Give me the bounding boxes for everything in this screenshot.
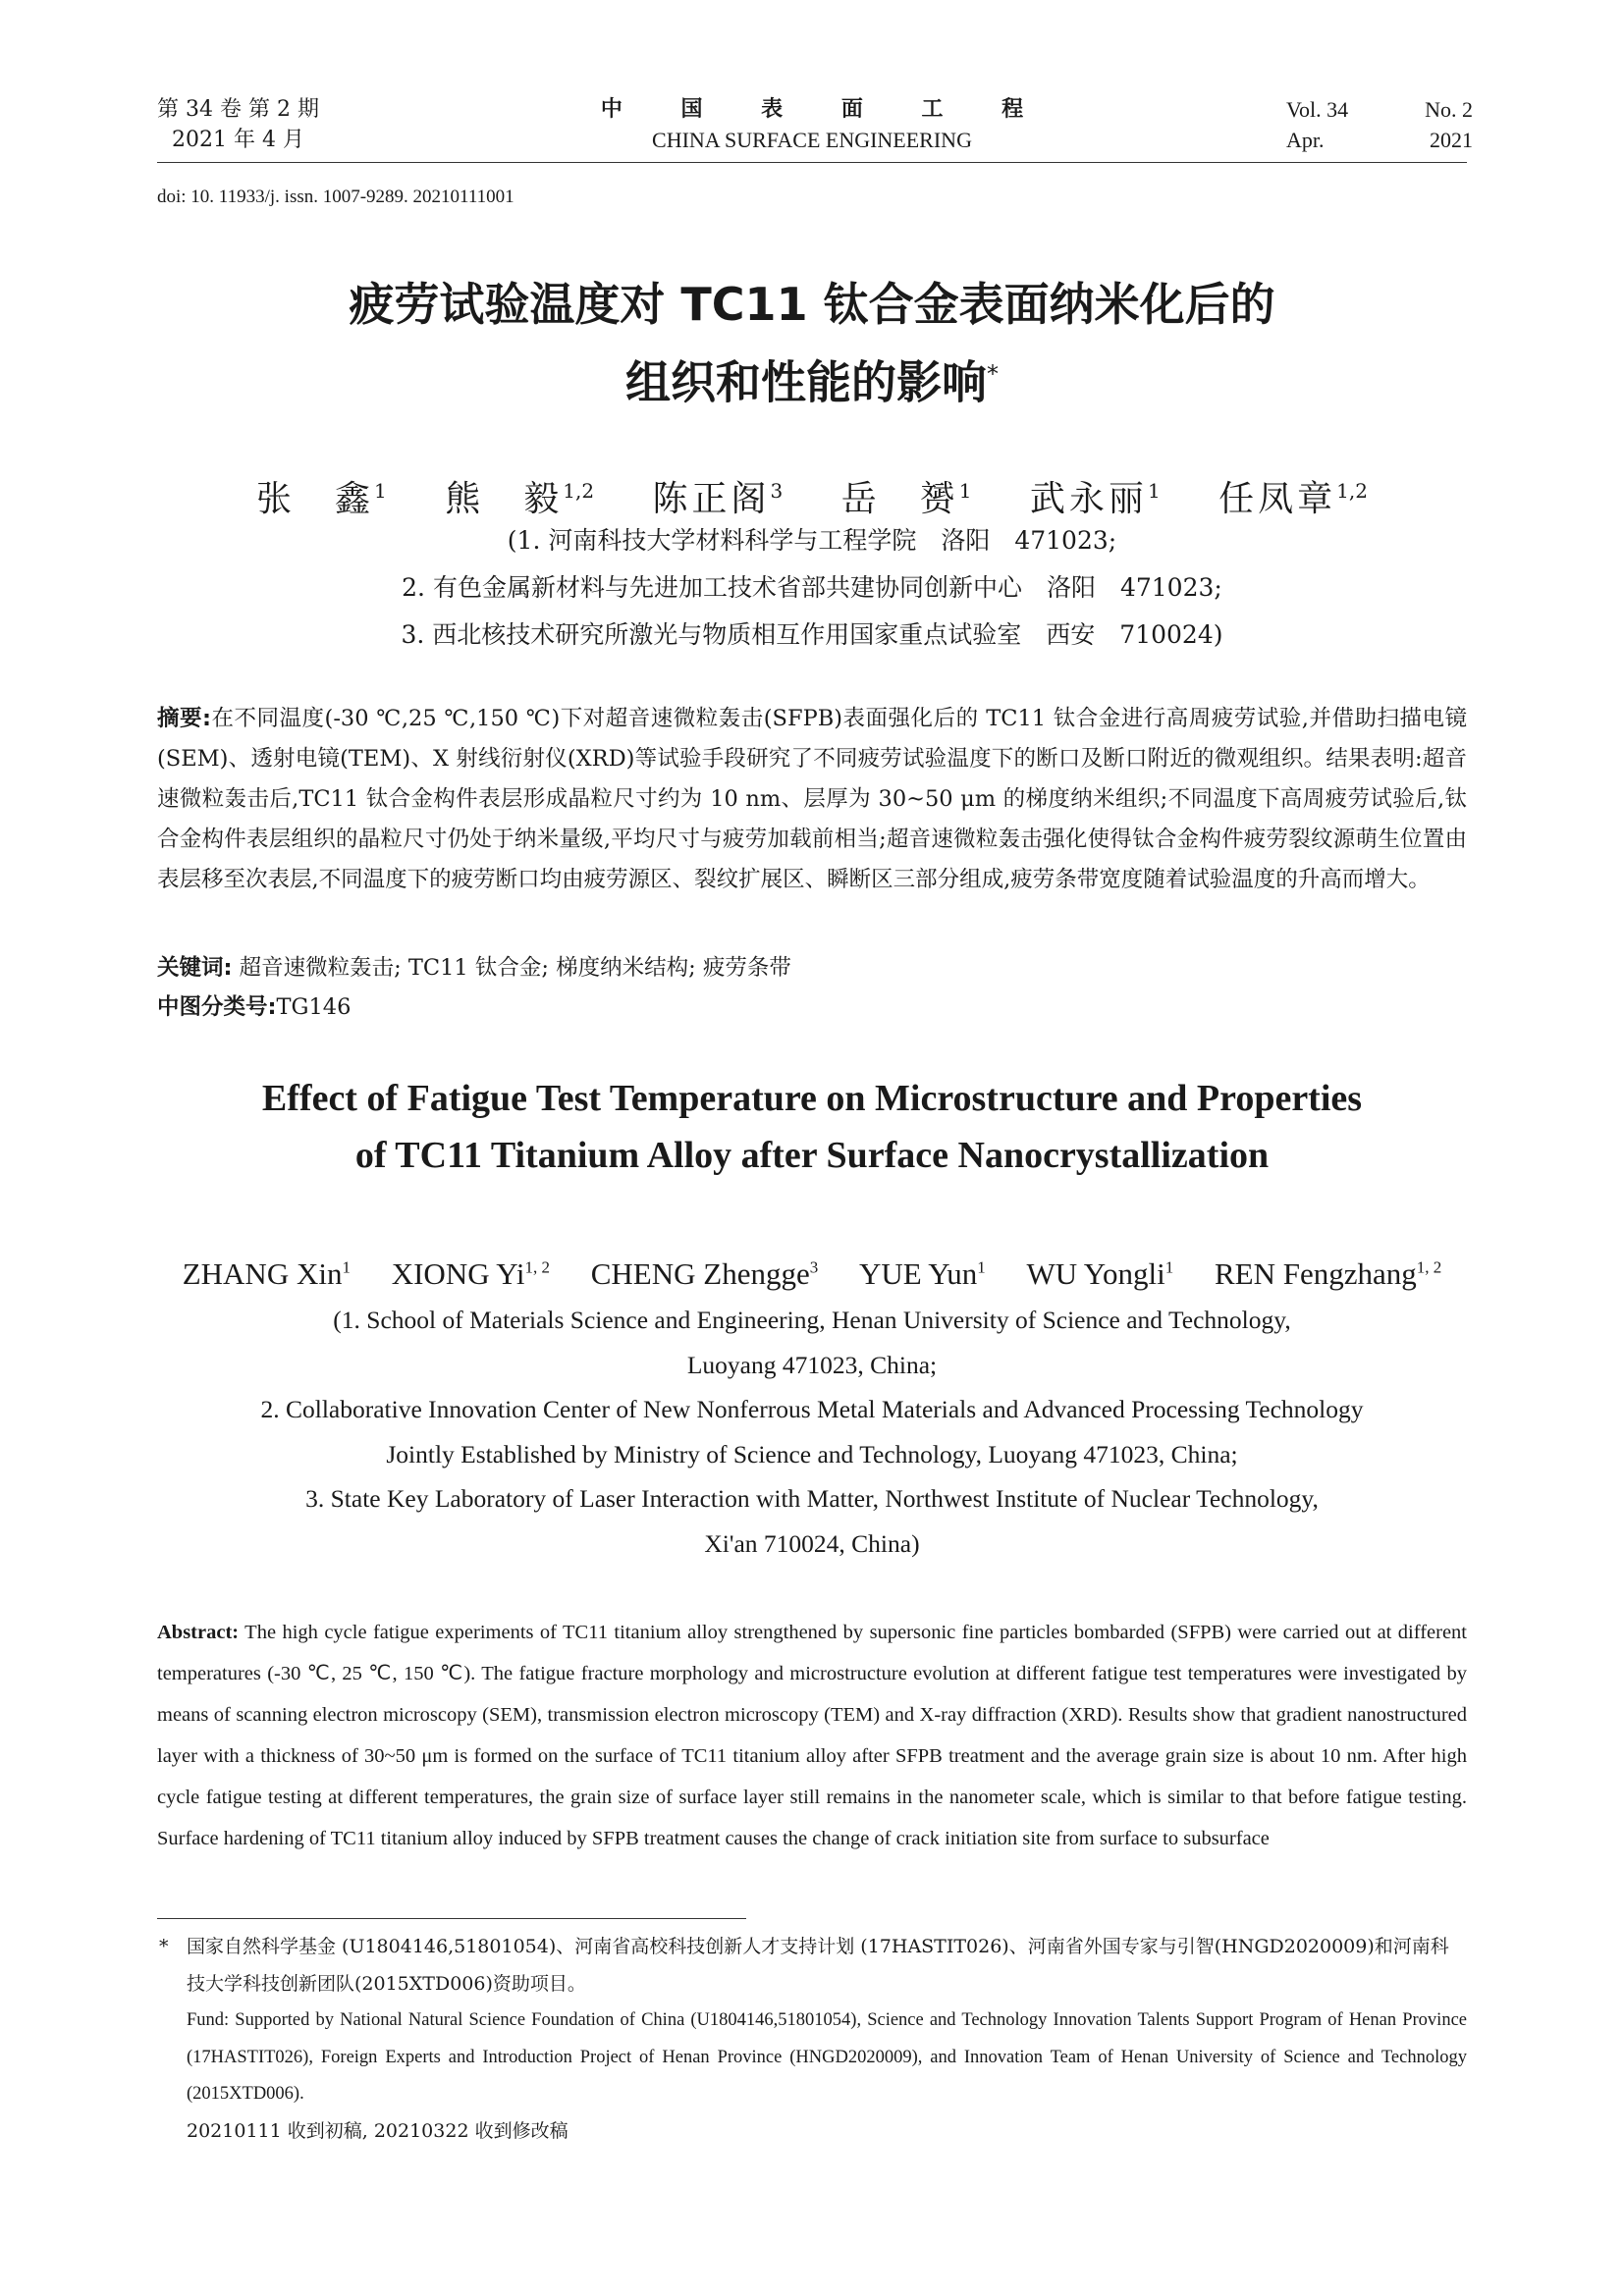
footnote [157,1929,1467,2150]
author-cn: 陈正阁$^3$ [652,479,784,519]
author-en: ZHANG Xin$^1$ [182,1256,351,1292]
header-rule [157,162,1467,163]
authors-en [157,1247,1467,1296]
keywords-cn-text: 超音速微粒轰击; TC11 钛合金; 梯度纳米结构; 疲劳条带 [239,955,791,981]
author-cn: 张 鑫$^1$ [256,479,387,519]
footnote-fund-cn: 国家自然科学基金 (U1804146,51801054)、河南省高校科技创新人才支持计划 (17HASTIT026)、河南省外国专家与引智(HNGD2020009)和河南科技大学科技创新团队(2015XTD006)资助项目。 [187,1936,1449,1995]
header-journal-cn: 中 国 表 面 工 程 [600,96,1050,122]
affiliations-cn [157,517,1467,659]
affiliation-cn: 3. 西北核技术研究所激光与物质相互作用国家重点试验室 西安 710024) [401,620,1223,649]
title-en [157,1070,1467,1184]
abstract-cn [157,699,1467,900]
abstract-cn-label: 摘要: [157,706,212,731]
affiliation-cn: (1. 河南科技大学材料科学与工程学院 洛阳 471023; [507,526,1117,555]
title-cn-footnote-mark[interactable]: * [987,360,999,388]
header-issue-en [1286,94,1473,155]
header-year: 2021 [1430,128,1473,152]
header-journal [491,94,1133,155]
title-en-line1: Effect of Fatigue Test Temperature on Microstructure and Properties [261,1078,1363,1119]
author-cn: 岳 赟$^1$ [840,479,972,519]
affiliation-en: Luoyang 471023, China; [686,1350,938,1379]
header-journal-en: CHINA SURFACE ENGINEERING [652,128,972,152]
title-cn-line2: 组织和性能的影响 [625,355,987,409]
title-cn-line1: 疲劳试验温度对 TC11 钛合金表面纳米化后的 [349,278,1275,331]
affiliation-en: 2. Collaborative Innovation Center of New Nonferrous Metal Materials and Advanced Processing Technology [260,1395,1364,1423]
header-vol: Vol. 34 [1286,97,1349,122]
author-en: REN Fengzhang$^{1, 2}$ [1215,1256,1442,1292]
affiliation-en: 3. State Key Laboratory of Laser Interaction with Matter, Northwest Institute of Nuclear Technology, [305,1484,1319,1513]
author-en: XIONG Yi$^{1, 2}$ [391,1256,550,1292]
header-month: Apr. [1286,128,1325,152]
classification-cn-text: TG146 [276,994,352,1020]
keywords-cn [157,948,1467,988]
authors-cn [157,466,1467,524]
title-en-line2: of TC11 Titanium Alloy after Surface Nanocrystallization [354,1135,1270,1176]
author-cn: 任凤章$^{1,2}$ [1218,479,1368,519]
doi: doi: 10. 11933/j. issn. 1007-9289. 20210111001 [157,187,514,207]
footnote-dates: 20210111 收到初稿, 20210322 收到修改稿 [187,2119,568,2142]
affiliation-en: Jointly Established by Ministry of Science and Technology, Luoyang 471023, China; [386,1439,1238,1468]
affiliation-en: (1. School of Materials Science and Engineering, Henan University of Science and Technology, [333,1306,1291,1334]
header-date-cn: 2021 年 4 月 [172,128,304,152]
author-en: CHENG Zhengge$^3$ [590,1256,819,1292]
author-cn: 熊 毅$^{1,2}$ [445,479,595,519]
abstract-en-label: Abstract: [157,1622,240,1643]
header-volume-cn: 第 34 卷 第 2 期 [157,97,319,122]
classification-cn [157,988,1467,1027]
footnote-mark: * [159,1936,169,1957]
header-no: No. 2 [1425,97,1473,122]
abstract-cn-text: 在不同温度(-30 ℃,25 ℃,150 ℃)下对超音速微粒轰击(SFPB)表面强化后的 TC11 钛合金进行高周疲劳试验,并借助扫描电镜(SEM)、透射电镜(TEM)、X 射线衍射仪(XRD)等试验手段研究了不同疲劳试验温度下的断口及断口附近的微观组织。结果表明:超音速微粒轰击后,TC11 钛合金构件表层形成晶粒尺寸约为 10 nm、层厚为 30~50 μm 的梯度纳米组织;不同温度下高周疲劳试验后,钛合金构件表层组织的晶粒尺寸仍处于纳米量级,平均尺寸与疲劳加载前相当;超音速微粒轰击强化使得钛合金构件疲劳裂纹源萌生位置由表层移至次表层,不同温度下的疲劳断口均由疲劳源区、裂纹扩展区、瞬断区三部分组成,疲劳条带宽度随着试验温度的升高而增大。 [157,706,1468,892]
keywords-cn-label: 关键词: [157,955,233,981]
abstract-en [157,1612,1467,1859]
abstract-en-text: The high cycle fatigue experiments of TC11 titanium alloy strengthened by supersonic fine particles bombarded (SFPB) were carried out at different temperatures (-30 ℃, 25 ℃, 150 ℃). The fatigue fracture morphology and microstructure evolution at different fatigue test temperatures were investigated by means of scanning electron microscopy (SEM), transmission electron microscopy (TEM) and X-ray diffraction (XRD). Results show that gradient nanostructured layer with a thickness of 30~50 μm is formed on the surface of TC11 titanium alloy after SFPB treatment and the average grain size is about 10 nm. After high cycle fatigue testing at different temperatures, the grain size of surface layer still remains in the nanometer scale, which is similar to that before fatigue testing. Surface hardening of TC11 titanium alloy induced by SFPB treatment causes the change of crack initiation site from surface to subsurface [157,1622,1467,1849]
footnote-rule [157,1918,746,1919]
footnote-fund-en: Fund: Supported by National Natural Science Foundation of China (U1804146,51801054), Science and Technology Innovation Talents Support Program of Henan Province (17HASTIT026), Foreign Experts and Introduction Project of Henan Province (HNGD2020009), and Innovation Team of Henan University of Science and Technology (2015XTD006). [187,2010,1467,2104]
author-en: WU Yongli$^1$ [1026,1256,1174,1292]
author-en: YUE Yun$^1$ [858,1256,986,1292]
affiliations-en [157,1298,1467,1566]
affiliation-en: Xi'an 710024, China) [704,1528,920,1558]
classification-cn-label: 中图分类号: [157,994,277,1020]
header-issue-cn [157,94,319,155]
affiliation-cn: 2. 有色金属新材料与先进加工技术省部共建协同创新中心 洛阳 471023; [402,573,1222,602]
title-cn [157,270,1467,417]
author-cn: 武永丽$^1$ [1029,479,1161,519]
